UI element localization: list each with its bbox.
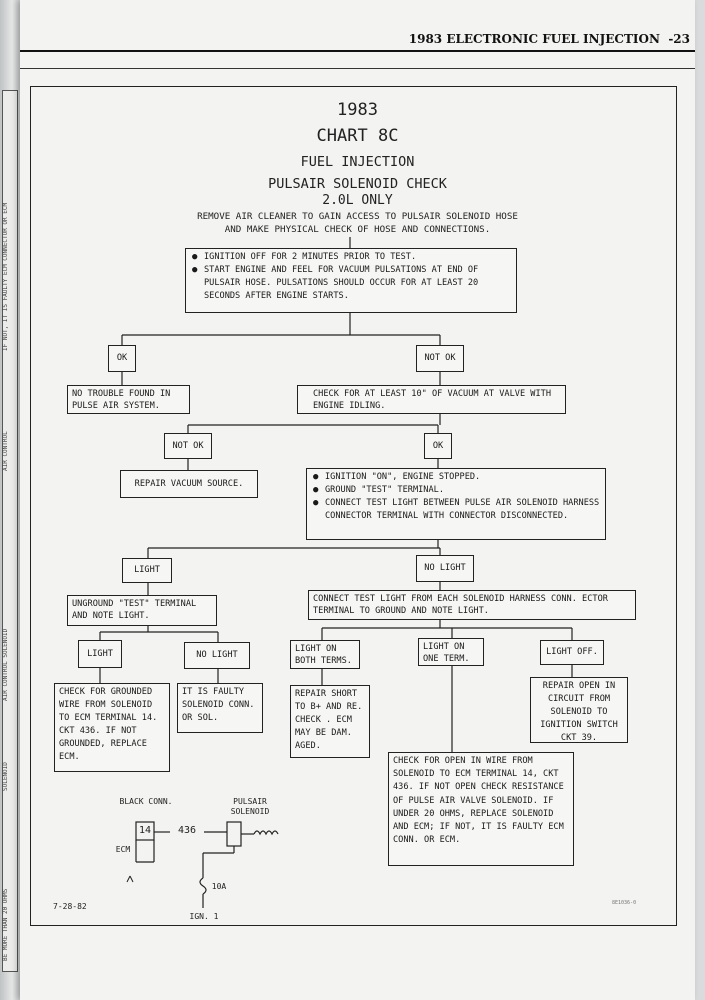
repair-short-box: REPAIR SHORT TO B+ AND RE. CHECK . ECM MAY BE DAM. AGED.	[290, 685, 370, 758]
chart-system: FUEL INJECTION	[300, 154, 415, 170]
intro-line-2: AND MAKE PHYSICAL CHECK OF HOSE AND CONNECTIONS.	[224, 224, 491, 235]
check-vacuum-box: CHECK FOR AT LEAST 10" OF VACUUM AT VALVE WITH ENGINE IDLING.	[297, 385, 566, 414]
terminal-14-label: 14	[138, 825, 152, 836]
binding-spine	[0, 0, 20, 1000]
pulsair-solenoid-label: PULSAIR SOLENOID	[230, 797, 270, 816]
spine-text-2: AIR CONTROL	[2, 431, 9, 471]
start-step-box	[185, 248, 517, 313]
ign-1-label: IGN. 1	[189, 912, 219, 921]
spine-strip	[2, 90, 18, 972]
repair-open-box: REPAIR OPEN IN CIRCUIT FROM SOLENOID TO IGNITION SWITCH CKT 39.	[530, 677, 628, 743]
ecm-label: ECM	[115, 845, 131, 854]
header-title-text: 1983 ELECTRONIC FUEL INJECTION	[408, 32, 660, 46]
not-ok-decision-1: NOT OK	[416, 345, 464, 372]
intro-line-1: REMOVE AIR CLEANER TO GAIN ACCESS TO PULSAIR SOLENOID HOSE	[197, 211, 518, 222]
unground-box: UNGROUND "TEST" TERMINAL AND NOTE LIGHT.	[67, 595, 217, 626]
connect-test-light-box: CONNECT TEST LIGHT FROM EACH SOLENOID HARNESS CONN. ECTOR TERMINAL TO GROUND AND NOTE LIGHT.	[308, 590, 636, 620]
faulty-connector-box: IT IS FAULTY SOLENOID CONN. OR SOL.	[177, 683, 263, 733]
chart-year: 1983	[337, 100, 378, 120]
no-light-decision-2: NO LIGHT	[184, 642, 250, 669]
ckt-436-label: 436	[177, 825, 197, 836]
chart-engine: 2.0L ONLY	[322, 193, 393, 208]
spine-text-3: AIR CONTROL SOLENOID	[2, 628, 9, 701]
light-off-box: LIGHT OFF.	[540, 640, 604, 665]
check-open-box: CHECK FOR OPEN IN WIRE FROM SOLENOID TO ECM TERMINAL 14, CKT 436. IF NOT OPEN CHECK RESISTANCE OF PULSE AIR VALVE SOLENOID. IF UNDER 20 OHMS, REPLACE SOLENOID AND ECM; IF NOT, IT IS FAULTY ECM CONN. OR ECM.	[388, 752, 574, 866]
ignition-step-2: ● GROUND "TEST" TERMINAL.	[325, 484, 601, 497]
spine-text-4: SOLENOID	[2, 762, 9, 791]
black-conn-label: BLACK CONN.	[119, 797, 173, 806]
ignition-step-3: ● CONNECT TEST LIGHT BETWEEN PULSE AIR SOLENOID HARNESS CONNECTOR TERMINAL WITH CONNECTOR DISCONNECTED.	[325, 497, 601, 523]
light-both-terms-box: LIGHT ON BOTH TERMS.	[290, 640, 360, 669]
start-step-2: ● START ENGINE AND FEEL FOR VACUUM PULSATIONS AT END OF PULSAIR HOSE. PULSATIONS SHOULD OCCUR FOR AT LEAST 20 SECONDS AFTER ENGINE STARTS.	[204, 264, 512, 303]
manual-page	[20, 0, 695, 1000]
chart-test-name: PULSAIR SOLENOID CHECK	[268, 176, 447, 192]
chart-code: 8E1036-0	[612, 900, 637, 906]
fuse-10a-label: 10A	[211, 882, 227, 891]
not-ok-decision-2: NOT OK	[164, 433, 212, 459]
light-decision-2: LIGHT	[78, 640, 122, 668]
light-one-term-box: LIGHT ON ONE TERM.	[418, 638, 484, 666]
ok-decision-1: OK	[108, 345, 136, 372]
ignition-step-box	[306, 468, 606, 540]
no-trouble-box: NO TROUBLE FOUND IN PULSE AIR SYSTEM.	[67, 385, 190, 414]
ignition-step-1: ● IGNITION "ON", ENGINE STOPPED.	[325, 471, 601, 484]
chart-date: 7-28-82	[53, 902, 87, 911]
chart-id: CHART 8C	[316, 126, 399, 146]
spine-text-1: IF NOT, IT IS FAULTY ECM CONNECTOR OR ECM	[2, 202, 9, 351]
repair-vacuum-box: REPAIR VACUUM SOURCE.	[120, 470, 258, 498]
start-step-1: ● IGNITION OFF FOR 2 MINUTES PRIOR TO TEST.	[204, 251, 512, 264]
spine-text-5: BE MORE THAN 20 OHMS	[2, 888, 9, 961]
page-number: -23	[668, 32, 690, 46]
check-grounded-box: CHECK FOR GROUNDED WIRE FROM SOLENOID TO ECM TERMINAL 14. CKT 436. IF NOT GROUNDED, REPLACE ECM.	[54, 683, 170, 772]
no-light-decision-1: NO LIGHT	[416, 555, 474, 582]
ok-decision-2: OK	[424, 433, 452, 459]
light-decision-1: LIGHT	[122, 558, 172, 583]
